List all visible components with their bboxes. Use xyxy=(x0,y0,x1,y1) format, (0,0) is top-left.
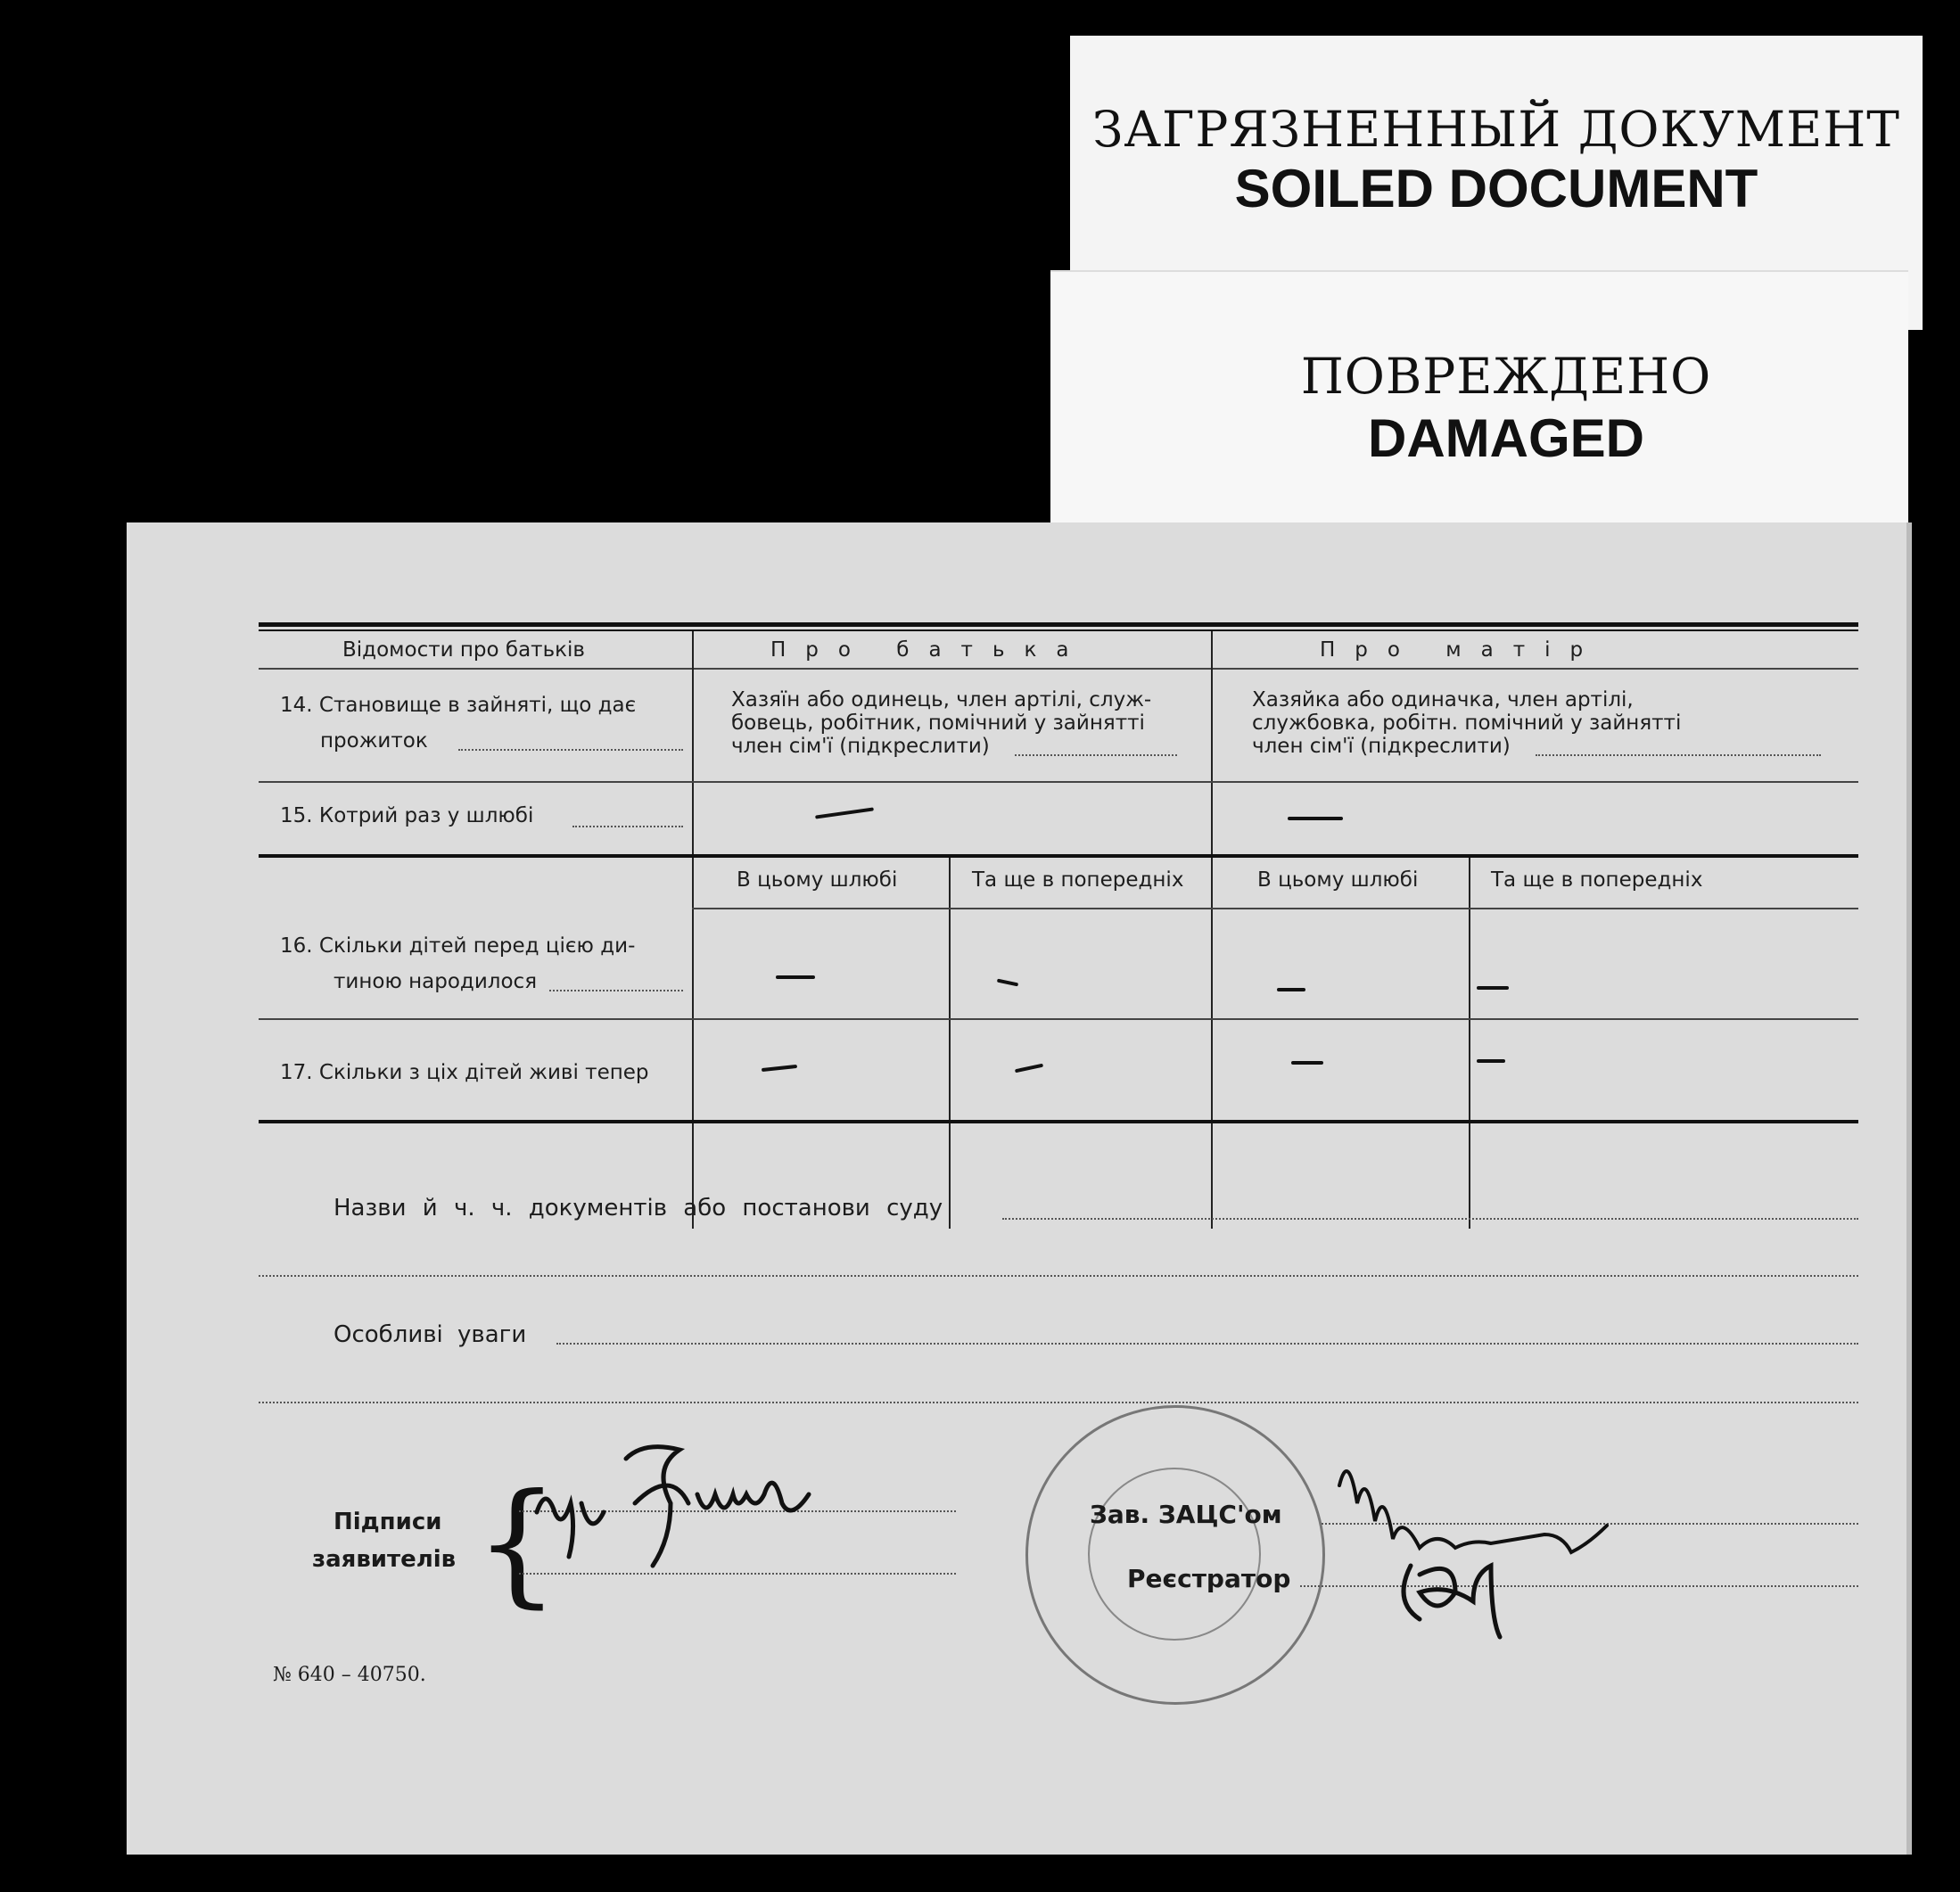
header-mother: Про матір xyxy=(1320,638,1603,662)
remarks-label: Особливі уваги xyxy=(334,1321,527,1348)
head-label: Зав. ЗАЦС'ом xyxy=(1090,1500,1282,1529)
col-divider-2 xyxy=(1211,631,1213,1229)
sub-mother-previous: Та ще в попередніх xyxy=(1491,868,1703,892)
col-divider-sub-1 xyxy=(949,858,951,1229)
table-top-rule xyxy=(259,622,1858,627)
head-signature xyxy=(1322,1432,1821,1655)
damaged-label-en: DAMAGED xyxy=(1368,408,1644,468)
row15-label: 15. Котрий раз у шлюбі xyxy=(280,804,534,827)
table-top-rule-2 xyxy=(259,629,1858,631)
damaged-label xyxy=(1050,270,1908,532)
applicants-label-1: Підписи xyxy=(334,1509,442,1535)
row14-mother-1: Хазяйка або одиначка, член артілі, xyxy=(1252,688,1634,712)
remarks-line-2 xyxy=(259,1402,1858,1403)
row16-father-prev-dash xyxy=(997,979,1018,987)
documents-line-1 xyxy=(1002,1218,1858,1220)
row17-mother-prev-dash xyxy=(1477,1059,1505,1063)
row17-label: 17. Скільки з ціх дітей живі тепер xyxy=(280,1061,649,1084)
soiled-label-en: SOILED DOCUMENT xyxy=(1234,159,1758,218)
row16-label-dots xyxy=(549,990,683,991)
applicant-signature xyxy=(519,1423,920,1584)
col-divider-sub-2 xyxy=(1469,858,1470,1229)
applicants-label-2: заявителів xyxy=(312,1546,457,1573)
row16-mother-this-dash xyxy=(1277,988,1305,991)
header-bottom-line xyxy=(259,668,1858,670)
sub-father-this-marriage: В цьому шлюбі xyxy=(737,868,898,892)
row14-label-2: прожиток xyxy=(320,729,428,753)
row15-bottom-rule xyxy=(259,854,1858,858)
row17-father-this-dash xyxy=(762,1065,797,1072)
row14-mother-2: службовка, робітн. помічний у зайнятті xyxy=(1252,712,1682,735)
documents-label: Назви й ч. ч. документів або постанови суду xyxy=(334,1195,943,1222)
documents-line-2 xyxy=(259,1275,1858,1277)
header-parents-info: Відомости про батьків xyxy=(342,638,585,662)
row14-bottom-line xyxy=(259,781,1858,783)
row15-mother-dash xyxy=(1288,817,1343,820)
row14-father-1: Хазяїн або одинець, член артілі, служ- xyxy=(731,688,1152,712)
damaged-label-ru: ПОВРЕЖДЕНО xyxy=(1300,348,1712,405)
sub-father-previous: Та ще в попередніх xyxy=(972,868,1184,892)
remarks-line-1 xyxy=(556,1343,1858,1345)
row14-father-3: член сім'ї (підкреслити) xyxy=(731,735,990,758)
row14-label-1: 14. Становище в зайняті, що дає xyxy=(280,694,637,717)
row16-label-1: 16. Скільки дітей перед цією ди- xyxy=(280,934,636,958)
table-bottom-rule xyxy=(259,1120,1858,1123)
row15-father-dash xyxy=(815,807,874,818)
row17-father-prev-dash xyxy=(1015,1064,1043,1074)
document-sheet xyxy=(127,522,1912,1855)
col-divider-1 xyxy=(692,631,694,1229)
registrar-label: Реєстратор xyxy=(1127,1564,1291,1593)
row14-mother-3: член сім'ї (підкреслити) xyxy=(1252,735,1511,758)
row14-label-dots xyxy=(458,749,683,751)
row16-label-2: тиною народилося xyxy=(334,970,538,993)
soiled-label-ru: ЗАГРЯЗНЕННЫЙ ДОКУМЕНТ xyxy=(1092,101,1900,158)
row14-father-2: бовець, робітник, помічний у зайнятті xyxy=(731,712,1145,735)
row16-father-this-dash xyxy=(776,975,815,979)
row16-mother-prev-dash xyxy=(1477,986,1509,990)
row14-father-line xyxy=(1015,754,1177,756)
official-stamp-inner xyxy=(1088,1468,1261,1641)
applicants-brace: { xyxy=(474,1466,560,1621)
row16-bottom-line xyxy=(259,1018,1858,1020)
form-number: № 640 – 40750. xyxy=(273,1664,426,1686)
row14-mother-line xyxy=(1536,754,1821,756)
sub-mother-this-marriage: В цьому шлюбі xyxy=(1257,868,1419,892)
header-father: Про батька xyxy=(770,638,1089,662)
subheader-bottom-line xyxy=(692,908,1858,909)
row15-label-dots xyxy=(572,826,683,827)
row17-mother-this-dash xyxy=(1291,1061,1323,1065)
